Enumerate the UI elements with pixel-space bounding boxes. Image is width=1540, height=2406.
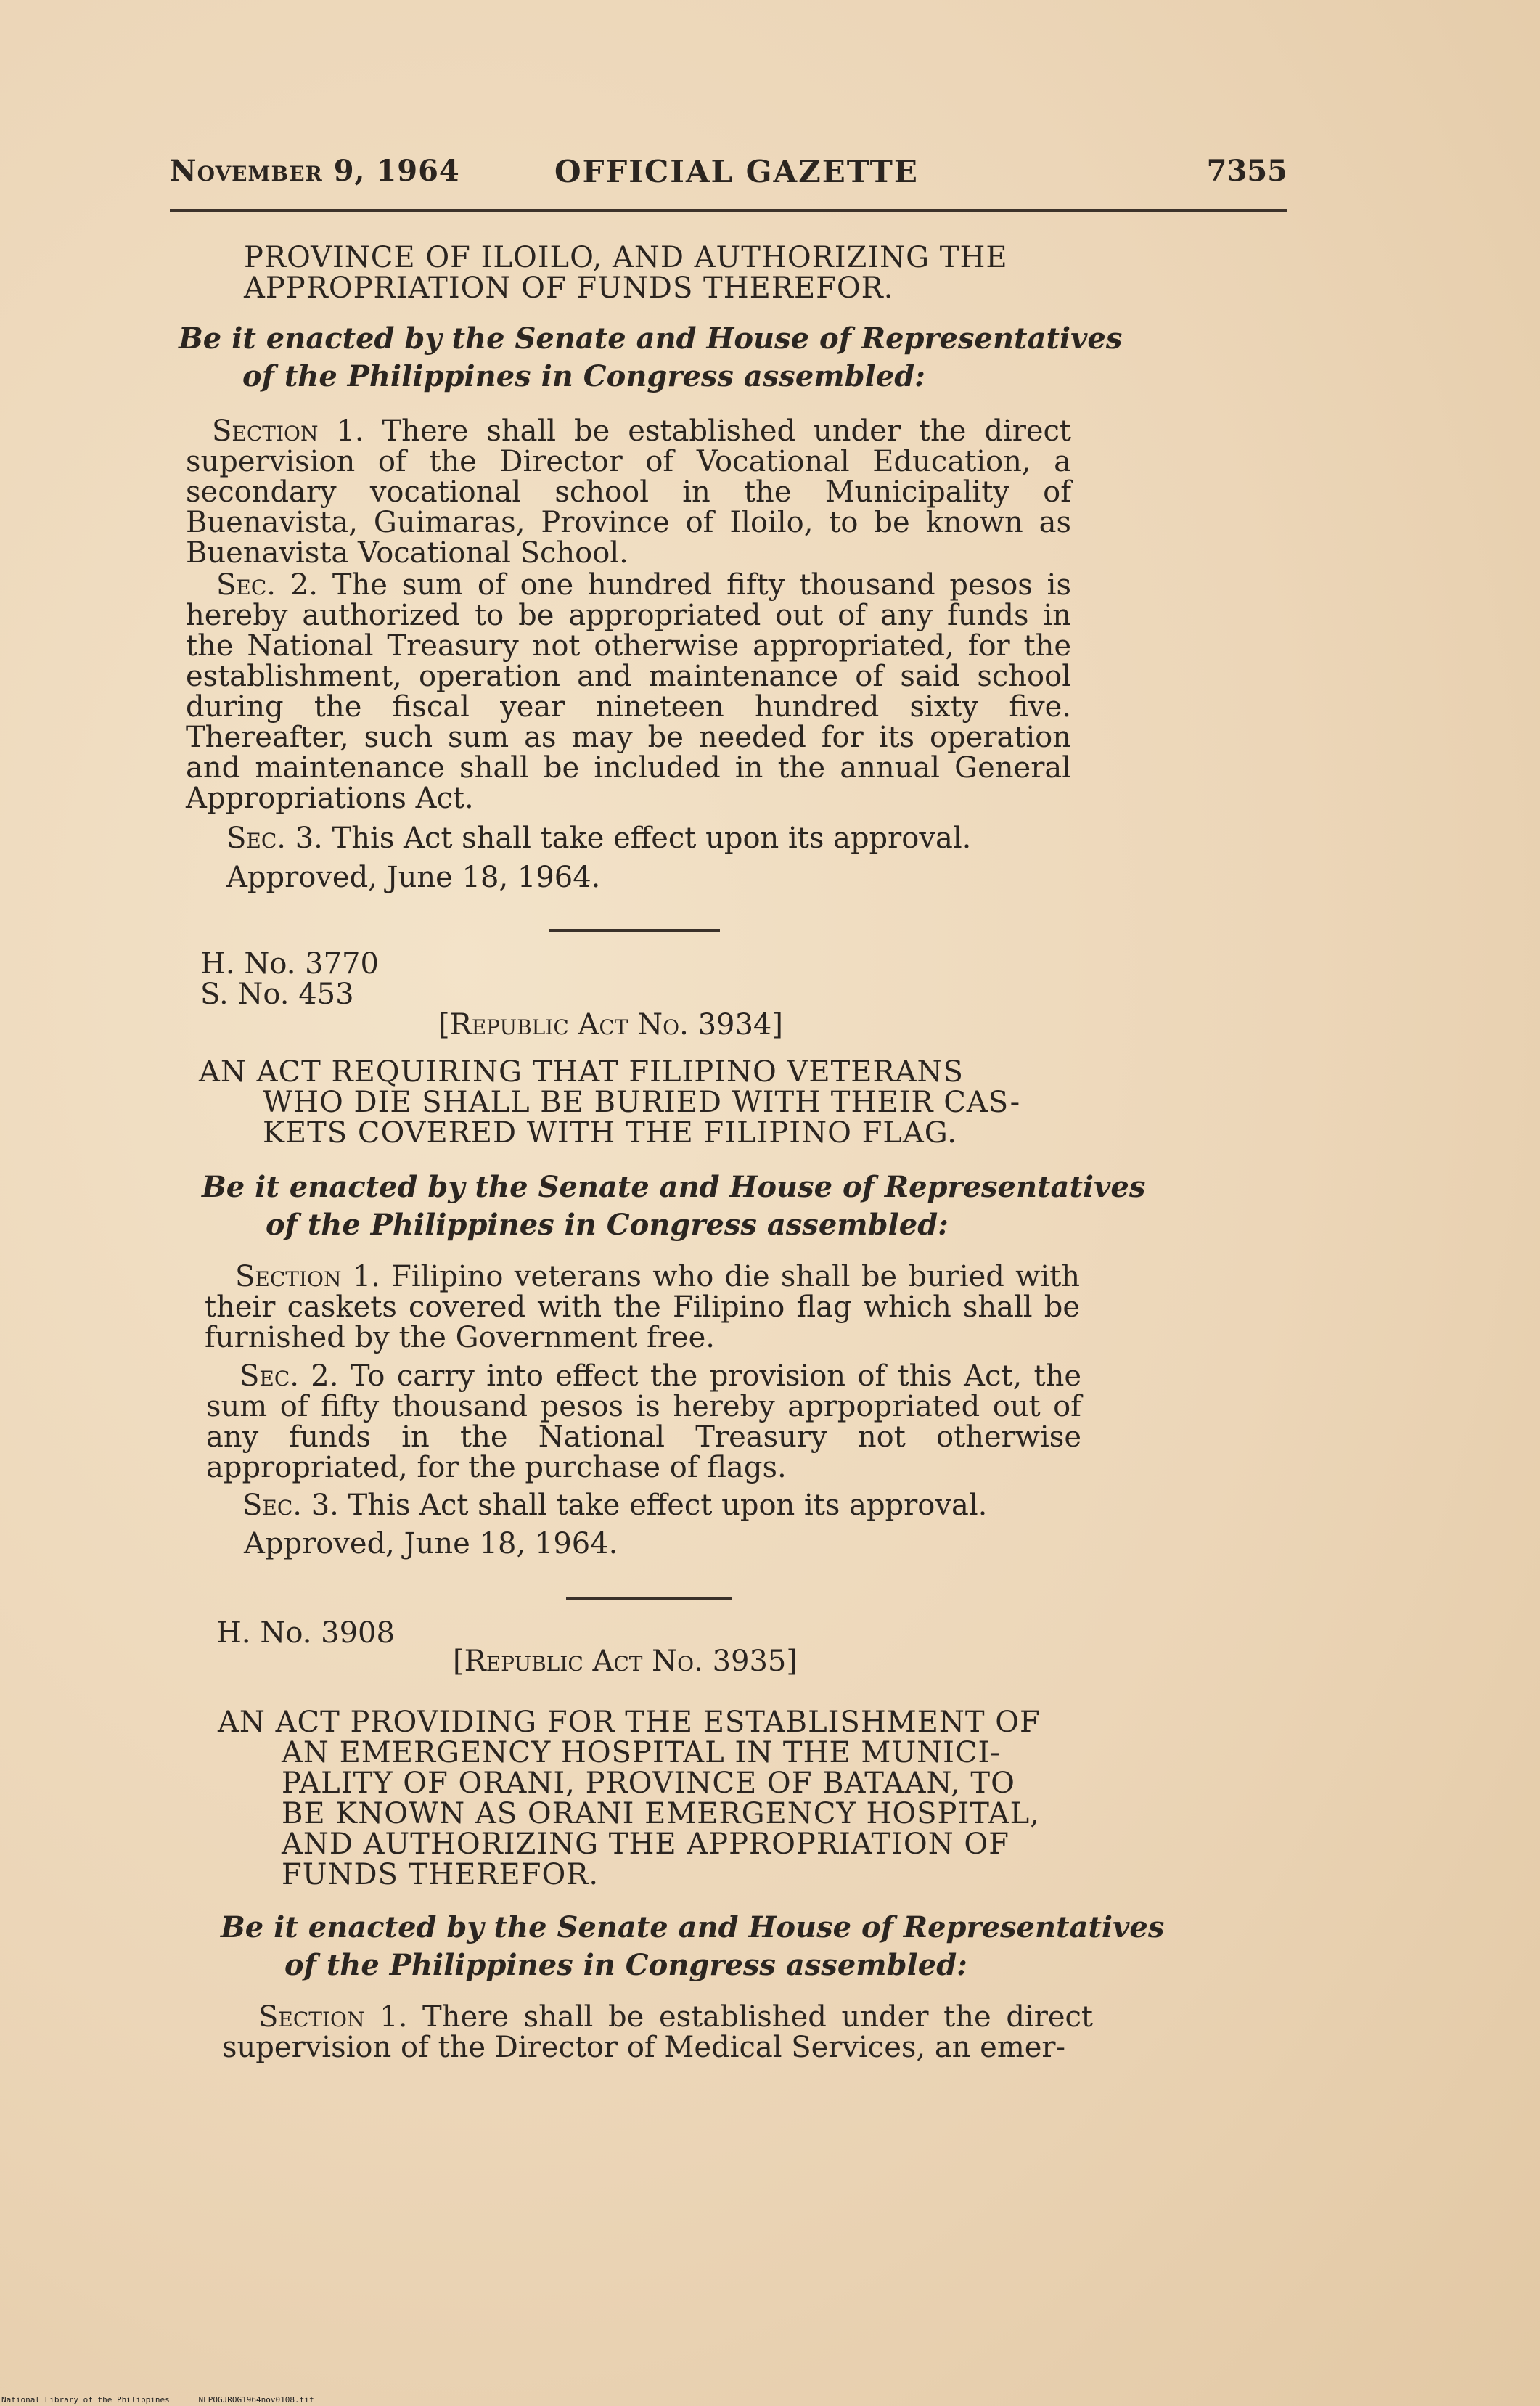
publication-title: OFFICIAL GAZETTE (554, 154, 919, 189)
act2-house-number: H. No. 3770 (200, 947, 379, 981)
act1-title: PROVINCE OF ILOILO, AND AUTHORIZING THE APPROPRIATION OF FUNDS THEREFOR. (244, 241, 1008, 305)
act2-section-1: Section 1. Filipino veterans who die shall be buried with their caskets covered with the Filipino flag which shall be furnished by the Government free. (205, 1260, 1080, 1354)
act1-section-1: Section 1. There shall be established under the direct supervision of the Director of Vocational Education, a secondary vocational school in the Municipality of Buenavista, Guimaras, Province of Iloilo, to be known as Buenavista Vocational School. (186, 414, 1071, 570)
act2-section-2: Sec. 2. To carry into effect the provision of this Act, the sum of fifty thousand pesos is hereby aprpopriated out of any funds in the National Treasury not otherwise appropriated, for the purchase of flags. (206, 1359, 1082, 1484)
library-credit: National Library of the Philippines (1, 2395, 170, 2405)
page-number: 7355 (1206, 154, 1287, 188)
act3-republic-act: [Republic Act No. 3935] (453, 1645, 798, 1678)
act2-republic-act: [Republic Act No. 3934] (438, 1008, 783, 1042)
act2-approved: Approved, June 18, 1964. (244, 1527, 618, 1560)
running-header (170, 154, 1287, 190)
scan-filename: NLPOGJROG1964nov0108.tif (198, 2395, 314, 2405)
act3-section-1: Section 1. There shall be established under the direct supervision of the Director of Medical Services, an emer- (222, 2000, 1093, 2064)
section-separator-2 (566, 1597, 732, 1600)
issue-date: November 9, 1964 (170, 154, 460, 188)
act3-house-number: H. No. 3908 (216, 1616, 395, 1650)
act1-section-2: Sec. 2. The sum of one hundred fifty thousand pesos is hereby authorized to be appropriated out of any funds in the National Treasury not otherwise appropriated, for the establishment, operation and maintenance of said school during the fiscal year nineteen hundred sixty five. Thereafter, such sum as may be needed for its operation and maintenance shall be included in the annual General Appropriations Act. (186, 568, 1072, 815)
act1-approved: Approved, June 18, 1964. (226, 861, 601, 894)
act2-senate-number: S. No. 453 (200, 978, 354, 1011)
act1-enacting-clause: Be it enacted by the Senate and House of Representatives of the Philippines in Congress assembled: (179, 322, 1123, 393)
act2-section-3: Sec. 3. This Act shall take effect upon its approval. (242, 1489, 988, 1522)
scan-footer (1, 2395, 314, 2405)
act2-title: AN ACT REQUIRING THAT FILIPINO VETERANS WHO DIE SHALL BE BURIED WITH THEIR CAS- KETS COVERED WITH THE FILIPINO FLAG. (199, 1055, 1021, 1150)
header-rule (170, 209, 1287, 212)
section-separator (549, 929, 720, 932)
act2-enacting-clause: Be it enacted by the Senate and House of Representatives of the Philippines in Congress assembled: (202, 1170, 1146, 1242)
act1-section-3: Sec. 3. This Act shall take effect upon its approval. (226, 822, 972, 855)
act3-title: AN ACT PROVIDING FOR THE ESTABLISHMENT OF AN EMERGENCY HOSPITAL IN THE MUNICI- PALITY OF ORANI, PROVINCE OF BATAAN, TO BE KNOWN AS ORANI EMERGENCY HOSPITAL, AND AUTHORIZING THE APPROPRIATION OF FUNDS THEREFOR. (218, 1706, 1041, 1891)
act3-enacting-clause: Be it enacted by the Senate and House of Representatives of the Philippines in Congress assembled: (221, 1910, 1165, 1982)
